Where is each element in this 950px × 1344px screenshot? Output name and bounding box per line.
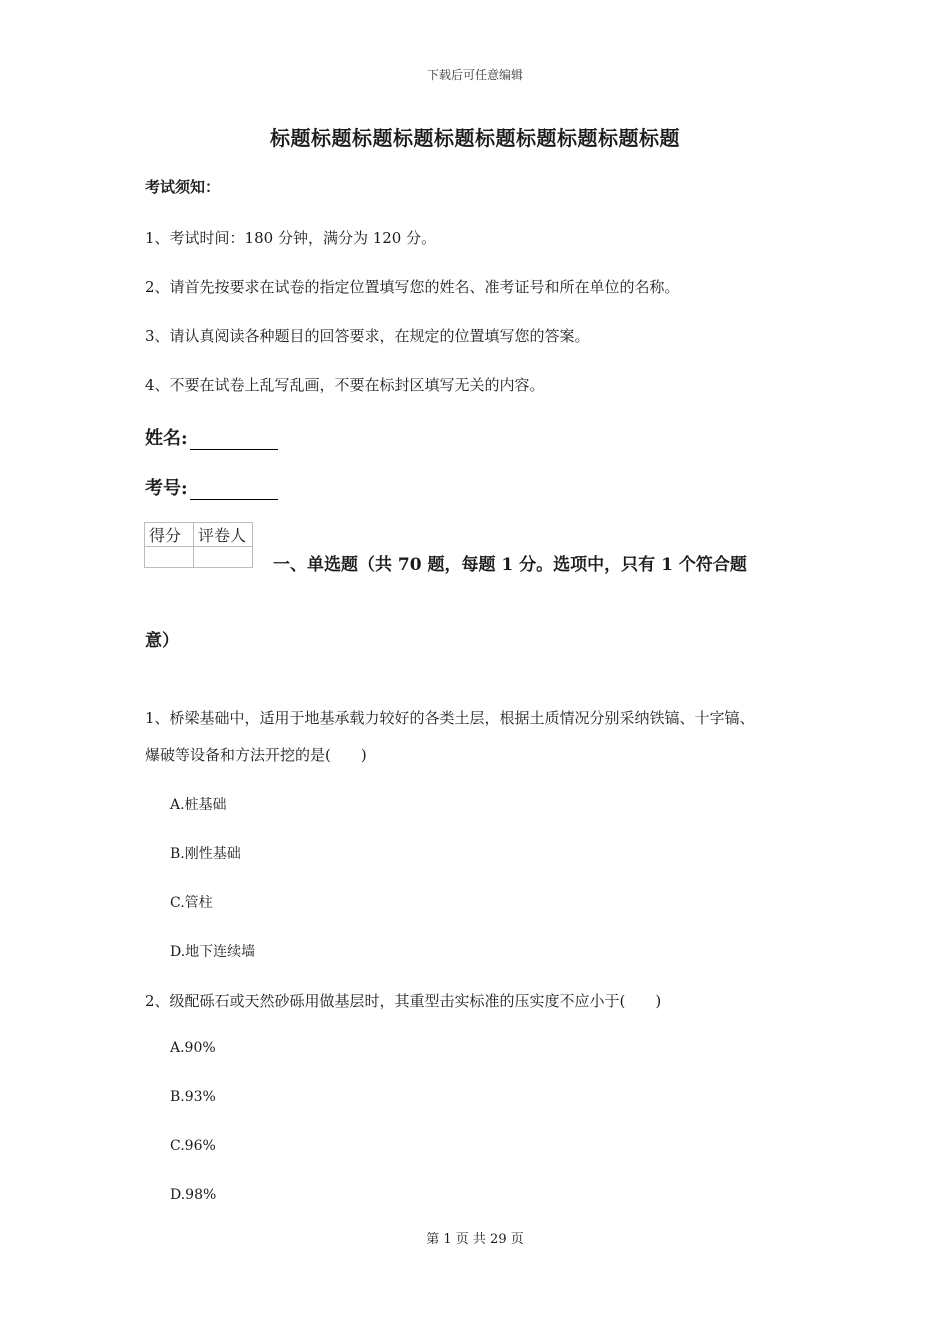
- score-cell[interactable]: [145, 547, 194, 568]
- question-1-option-b[interactable]: B.刚性基础: [170, 846, 241, 862]
- score-table: [144, 522, 253, 568]
- notice-item: 1、考试时间：180 分钟，满分为 120 分。: [145, 229, 437, 247]
- score-header: 得分: [145, 523, 194, 547]
- notice-item: 3、请认真阅读各种题目的回答要求，在规定的位置填写您的答案。: [145, 327, 590, 345]
- section-title: 一、单选题（共 70 题，每题 1 分。选项中，只有 1 个符合题: [273, 555, 747, 575]
- name-blank[interactable]: [190, 431, 278, 450]
- question-2-option-b[interactable]: B.93%: [170, 1089, 216, 1105]
- question-1-option-d[interactable]: D.地下连续墙: [170, 944, 256, 960]
- header-note: 下载后可任意编辑: [426, 68, 523, 82]
- notice-item: 4、不要在试卷上乱写乱画，不要在标封区填写无关的内容。: [145, 376, 545, 394]
- question-1-option-c[interactable]: C.管柱: [170, 895, 213, 911]
- notice-heading: 考试须知：: [145, 178, 221, 196]
- name-field: [145, 424, 278, 450]
- id-blank[interactable]: [190, 481, 278, 500]
- document-title: 标题标题标题标题标题标题标题标题标题标题: [270, 126, 680, 150]
- question-2: 2、级配砾石或天然砂砾用做基层时，其重型击实标准的压实度不应小于( ): [145, 992, 662, 1010]
- question-2-option-d[interactable]: D.98%: [170, 1187, 217, 1203]
- question-1: 1、桥梁基础中，适用于地基承载力较好的各类土层，根据土质情况分别采纳铁镐、十字镐、: [145, 709, 755, 727]
- question-1-option-a[interactable]: A.桩基础: [170, 797, 227, 813]
- question-1-continued: 爆破等设备和方法开挖的是( ): [145, 746, 367, 764]
- section-title-continued: 意）: [145, 631, 179, 651]
- id-label: 考号:: [145, 478, 188, 499]
- notice-item: 2、请首先按要求在试卷的指定位置填写您的姓名、准考证号和所在单位的名称。: [145, 278, 680, 296]
- grader-header: 评卷人: [194, 523, 253, 547]
- id-field: [145, 474, 278, 500]
- grader-cell[interactable]: [194, 547, 253, 568]
- question-2-option-a[interactable]: A.90%: [170, 1040, 216, 1056]
- page-footer: 第 1 页 共 29 页: [426, 1232, 524, 1247]
- question-2-option-c[interactable]: C.96%: [170, 1138, 216, 1154]
- name-label: 姓名:: [145, 428, 188, 449]
